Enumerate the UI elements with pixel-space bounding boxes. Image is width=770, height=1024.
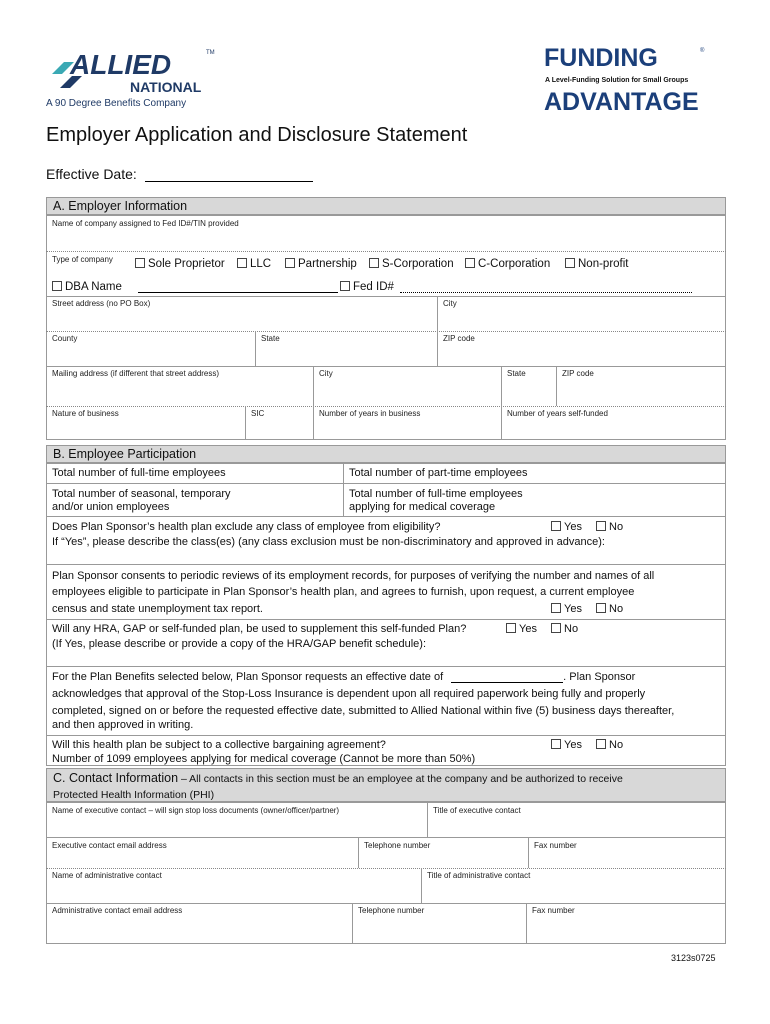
divider: [46, 331, 726, 332]
benefits-text: For the Plan Benefits selected below, Plan Sponsor requests an effective date of: [52, 671, 444, 683]
cba-1099-line: Number of 1099 employees applying for medical coverage (Cannot be more than 50%): [52, 753, 476, 765]
benefits-line-4: and then approved in writing.: [52, 719, 194, 731]
divider: [501, 406, 502, 440]
exec-name-label: Name of executive contact – will sign stop loss documents (owner/officer/partner): [52, 806, 340, 815]
type-option-label: S-Corporation: [382, 258, 454, 270]
divider: [421, 868, 422, 903]
exec-fax-label: Fax number: [534, 841, 577, 850]
zip-label: ZIP code: [443, 334, 475, 343]
yes-label: Yes: [564, 603, 582, 615]
type-option-label: Non-profit: [578, 258, 629, 270]
divider: [358, 837, 359, 868]
cba-question: Will this health plan be subject to a collective bargaining agreement?: [52, 739, 386, 751]
checkbox-icon: [551, 739, 561, 749]
exclude-description: If “Yes”, please describe the class(es) (any class exclusion must be non-discriminatory and approved in advance):: [52, 536, 605, 548]
fedid-row[interactable]: [340, 281, 692, 293]
benefits-line-2: acknowledges that approval of the Stop-Loss Insurance is dependent upon all required paperwork being fully and properly: [52, 688, 646, 700]
funding-advantage-logo: [540, 44, 710, 116]
hra-no[interactable]: [551, 623, 578, 635]
exclude-no[interactable]: [596, 521, 623, 533]
consent-line-2: employees eligible to participate in Plan Sponsor’s health plan, and agrees to furnish, upon request, a current employee: [52, 586, 635, 598]
page-title: Employer Application and Disclosure Statement: [46, 124, 468, 146]
checkbox-icon: [596, 603, 606, 613]
benefits-line-3: completed, signed on or before the requested effective date, submitted to Allied National within five (5) business days thereafter,: [52, 705, 675, 717]
requested-effective-date-field[interactable]: [451, 672, 563, 683]
type-c-corporation[interactable]: [465, 258, 550, 270]
trademark-mark: TM: [206, 50, 215, 56]
registered-mark: ®: [700, 48, 705, 54]
type-llc[interactable]: [237, 258, 271, 270]
mailing-city-label: City: [319, 369, 333, 378]
exclude-yes[interactable]: [551, 521, 582, 533]
checkbox-icon: [551, 603, 561, 613]
divider: [437, 296, 438, 331]
effective-date-field[interactable]: [145, 167, 313, 182]
divider: [46, 666, 726, 667]
ft-medical-label-2: applying for medical coverage: [349, 501, 496, 513]
checkbox-icon: [340, 281, 350, 291]
nature-of-business-label: Nature of business: [52, 409, 119, 418]
mailing-address-label: Mailing address (if different that street address): [52, 369, 220, 378]
benefits-line-1: [52, 671, 635, 683]
full-time-label: Total number of full-time employees: [52, 467, 226, 479]
yes-label: Yes: [564, 521, 582, 533]
divider: [46, 619, 726, 620]
hra-description: (If Yes, please describe or provide a copy of the HRA/GAP benefit schedule):: [52, 638, 427, 650]
section-c-note: – All contacts in this section must be an employee at the company and be authorized to receive: [178, 773, 623, 785]
dba-label: DBA Name: [65, 281, 122, 293]
form-code: 3123s0725: [671, 953, 716, 963]
admin-email-label: Administrative contact email address: [52, 906, 183, 915]
divider: [343, 463, 344, 516]
type-s-corporation[interactable]: [369, 258, 454, 270]
checkbox-icon: [369, 258, 379, 268]
hra-yes[interactable]: [506, 623, 537, 635]
consent-line-1: Plan Sponsor consents to periodic reviews of its employment records, for purposes of verifying the number and names of all: [52, 570, 655, 582]
consent-yes[interactable]: [551, 603, 582, 615]
allied-national-logo: [44, 44, 224, 114]
divider: [46, 296, 726, 297]
section-c-title: C. Contact Information: [53, 771, 179, 785]
type-option-label: Sole Proprietor: [148, 258, 225, 270]
seasonal-label-2: and/or union employees: [52, 501, 170, 513]
exec-title-label: Title of executive contact: [433, 806, 521, 815]
checkbox-icon: [565, 258, 575, 268]
divider: [46, 868, 726, 869]
section-c-heading: [46, 768, 726, 802]
no-label: No: [609, 521, 624, 533]
no-label: No: [609, 739, 624, 751]
divider: [501, 366, 502, 406]
allied-wordmark: ALLIED: [70, 49, 172, 80]
exec-phone-label: Telephone number: [364, 841, 431, 850]
divider: [46, 516, 726, 517]
funding-wordmark: FUNDING: [544, 44, 658, 72]
ft-medical-label-1: Total number of full-time employees: [349, 488, 523, 500]
admin-name-label: Name of administrative contact: [52, 871, 162, 880]
no-label: No: [564, 623, 579, 635]
checkbox-icon: [551, 623, 561, 633]
checkbox-icon: [596, 739, 606, 749]
divider: [556, 366, 557, 406]
section-c-note-2: Protected Health Information (PHI): [53, 789, 215, 801]
admin-title-label: Title of administrative contact: [427, 871, 531, 880]
checkbox-icon: [551, 521, 561, 531]
national-wordmark: NATIONAL: [130, 79, 202, 95]
street-label: Street address (no PO Box): [52, 299, 151, 308]
dba-name-field[interactable]: [138, 282, 338, 293]
fedid-field[interactable]: [400, 282, 692, 293]
divider: [245, 406, 246, 440]
section-b-heading: B. Employee Participation: [46, 445, 726, 463]
mailing-zip-label: ZIP code: [562, 369, 594, 378]
admin-fax-label: Fax number: [532, 906, 575, 915]
type-sole-proprietor[interactable]: [135, 258, 225, 270]
years-in-business-label: Number of years in business: [319, 409, 421, 418]
divider: [46, 735, 726, 736]
no-label: No: [609, 603, 624, 615]
cba-yes[interactable]: [551, 739, 582, 751]
divider: [46, 837, 726, 838]
city-label: City: [443, 299, 457, 308]
divider: [352, 903, 353, 944]
checkbox-icon: [596, 521, 606, 531]
type-option-label: LLC: [250, 258, 272, 270]
divider: [46, 903, 726, 904]
divider: [313, 406, 314, 440]
checkbox-icon: [52, 281, 62, 291]
mailing-state-label: State: [507, 369, 526, 378]
divider: [46, 251, 726, 252]
type-option-label: Partnership: [298, 258, 357, 270]
type-partnership[interactable]: [285, 258, 357, 270]
divider: [46, 406, 726, 407]
county-label: County: [52, 334, 78, 343]
checkbox-icon: [135, 258, 145, 268]
consent-no[interactable]: [596, 603, 623, 615]
divider: [46, 366, 726, 367]
years-self-funded-label: Number of years self-funded: [507, 409, 608, 418]
type-label: Type of company: [52, 255, 113, 264]
yes-label: Yes: [564, 739, 582, 751]
divider: [255, 331, 256, 366]
seasonal-label-1: Total number of seasonal, temporary: [52, 488, 231, 500]
benefits-text: . Plan Sponsor: [563, 671, 636, 683]
cba-no[interactable]: [596, 739, 623, 751]
type-option-label: C-Corporation: [478, 258, 551, 270]
effective-date-row: [46, 166, 313, 182]
divider: [46, 483, 726, 484]
exclude-question: Does Plan Sponsor’s health plan exclude any class of employee from eligibility?: [52, 521, 441, 533]
sic-label: SIC: [251, 409, 265, 418]
admin-phone-label: Telephone number: [358, 906, 425, 915]
fedid-label: Fed ID#: [353, 281, 394, 293]
state-label: State: [261, 334, 280, 343]
divider: [313, 366, 314, 406]
divider: [46, 564, 726, 565]
advantage-wordmark: ADVANTAGE: [544, 88, 699, 116]
company-name-field[interactable]: [48, 228, 723, 250]
checkbox-icon: [237, 258, 247, 268]
divider: [427, 802, 428, 837]
checkbox-icon: [285, 258, 295, 268]
funding-tagline: A Level-Funding Solution for Small Groups: [545, 77, 689, 84]
exec-email-label: Executive contact email address: [52, 841, 167, 850]
section-a-heading: A. Employer Information: [46, 197, 726, 215]
checkbox-icon: [465, 258, 475, 268]
divider: [528, 837, 529, 868]
divider: [526, 903, 527, 944]
yes-label: Yes: [519, 623, 537, 635]
effective-date-label: Effective Date:: [46, 166, 137, 182]
type-non-profit[interactable]: [565, 258, 629, 270]
consent-line-3: census and state unemployment tax report.: [52, 603, 263, 615]
allied-tagline: A 90 Degree Benefits Company: [46, 98, 187, 109]
company-name-label: Name of company assigned to Fed ID#/TIN provided: [52, 219, 239, 228]
checkbox-icon: [506, 623, 516, 633]
part-time-label: Total number of part-time employees: [349, 467, 528, 479]
hra-question: Will any HRA, GAP or self-funded plan, be used to supplement this self-funded Plan?: [52, 623, 467, 635]
divider: [437, 331, 438, 366]
dba-row[interactable]: [52, 281, 338, 293]
